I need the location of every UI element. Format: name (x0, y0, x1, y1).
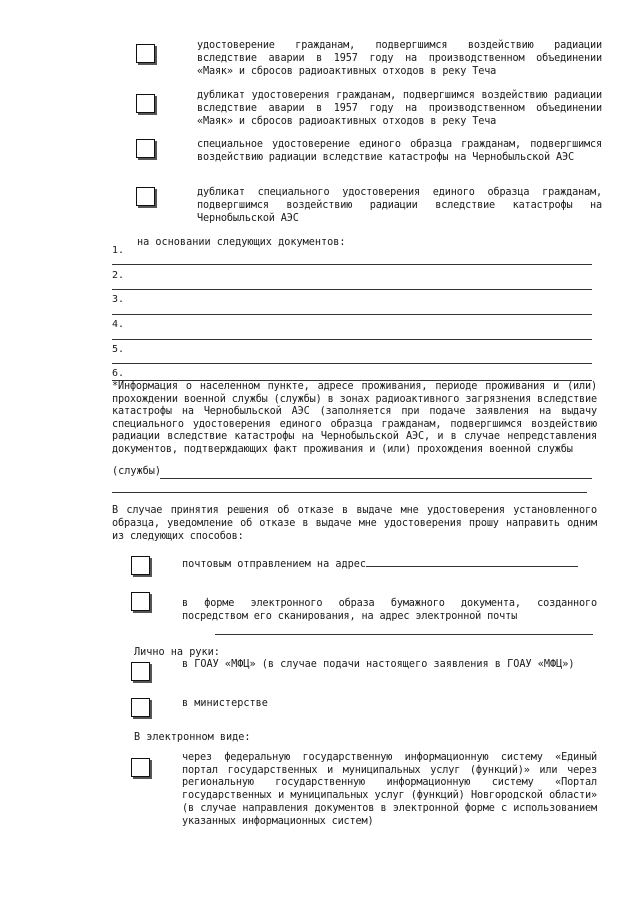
document-line-5[interactable] (112, 363, 592, 364)
info-note-tail: (службы) (112, 466, 162, 477)
certificate-mayak-duplicate-checkbox[interactable] (136, 94, 155, 113)
delivery-post-checkbox[interactable] (131, 556, 150, 575)
delivery-email-line[interactable] (215, 634, 593, 635)
info-note-line-2[interactable] (112, 492, 587, 493)
certificate-chernobyl-text: специальное удостоверение единого образца гражданам, подвергшимся воздействию радиации вследствие катастрофы на Чернобыльской АЭС (197, 139, 602, 163)
delivery-post-line[interactable] (366, 557, 578, 567)
delivery-post-text: почтовым отправлением на адрес (182, 559, 367, 570)
documents-heading: на основании следующих документов: (137, 237, 346, 248)
delivery-email-text: в форме электронного образа бумажного документа, созданного посредством его сканирования, на адрес электронной почты (182, 598, 597, 622)
delivery-post-label (182, 557, 578, 570)
delivery-portal-text: через федеральную государственную информационную систему «Единый портал государственных и муниципальных услуг (функций)» или через региональную государственную информационную систему «Портал государственных и муниципальных услуг (функций) Новгородской области» (в случае направления документов в электронной форме с использованием указанных информационных систем) (182, 752, 597, 827)
certificate-mayak-text: удостоверение гражданам, подвергшимся воздействию радиации вследствие аварии в 1957 году на производственном объединении «Маяк» и сбросов радиоактивных отходов в реку Теча (197, 40, 602, 77)
document-number-5: 5. (112, 344, 125, 355)
in-person-heading: Лично на руки: (134, 647, 220, 658)
document-line-1[interactable] (112, 264, 592, 265)
document-number-1: 1. (112, 245, 125, 256)
refusal-text: В случае принятия решения об отказе в выдаче мне удостоверения установленного образца, уведомление об отказе в выдаче мне удостоверения прошу направить одним из следующих способов: (112, 505, 597, 542)
certificate-chernobyl-checkbox[interactable] (136, 139, 155, 158)
document-number-6: 6. (112, 368, 125, 379)
delivery-ministry-text: в министерстве (182, 698, 268, 709)
info-note-line-1[interactable] (160, 478, 592, 479)
delivery-email-checkbox[interactable] (131, 592, 150, 611)
document-number-3: 3. (112, 294, 125, 305)
delivery-portal-checkbox[interactable] (131, 758, 150, 777)
document-number-4: 4. (112, 319, 125, 330)
electronic-heading: В электронном виде: (134, 732, 251, 743)
info-note-text: *Информация о населенном пункте, адресе проживания, периоде проживания и (или) прохождении военной службы (службы) в зонах радиоактивного загрязнения вследствие катастрофы на Чернобыльской АЭС (заполняется при подаче заявления на выдачу специального удостоверения единого образца гражданам, подвергшимся воздействию радиации вследствие катастрофы на Чернобыльской АЭС, и в случае непредставления документов, подтверждающих факт проживания и (или) прохождения военной службы (112, 381, 597, 455)
document-line-2[interactable] (112, 289, 592, 290)
certificate-mayak-duplicate-text: дубликат удостоверения гражданам, подвергшимся воздействию радиации вследствие аварии в 1957 году на производственном объединении «Маяк» и сбросов радиоактивных отходов в реку Теча (197, 90, 602, 127)
certificate-chernobyl-duplicate-text: дубликат специального удостоверения единого образца гражданам, подвергшимся воздействию радиации вследствие катастрофы на Чернобыльской АЭС (197, 187, 602, 224)
certificate-mayak-checkbox[interactable] (136, 44, 155, 63)
delivery-mfc-checkbox[interactable] (131, 662, 150, 681)
delivery-mfc-text: в ГОАУ «МФЦ» (в случае подачи настоящего заявления в ГОАУ «МФЦ») (182, 659, 575, 670)
certificate-chernobyl-duplicate-checkbox[interactable] (136, 187, 155, 206)
document-line-3[interactable] (112, 314, 592, 315)
delivery-ministry-checkbox[interactable] (131, 698, 150, 717)
document-line-4[interactable] (112, 339, 592, 340)
document-number-2: 2. (112, 270, 125, 281)
